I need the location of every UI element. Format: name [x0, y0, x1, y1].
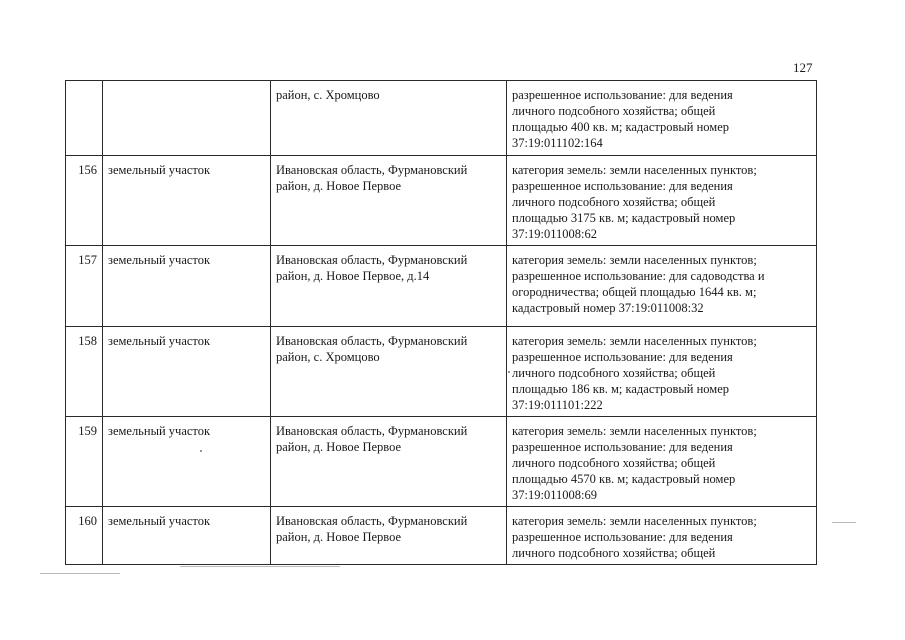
object-cell: земельный участок: [103, 417, 271, 507]
address-cell: Ивановская область, Фурмановский район, д. Новое Первое, д.14: [271, 246, 507, 327]
address-cell: Ивановская область, Фурмановский район, д. Новое Первое: [271, 417, 507, 507]
address-cell: Ивановская область, Фурмановский район, д. Новое Первое: [271, 156, 507, 246]
row-number-cell: 159: [66, 417, 103, 507]
description-cell: категория земель: земли населенных пунктов; разрешенное использование: для ведения личного подсобного хозяйства; общей площадью 186 кв. м; кадастровый номер 37:19:011101:222: [507, 327, 817, 417]
object-cell: земельный участок: [103, 327, 271, 417]
scan-artifact: [508, 371, 510, 373]
table-row: [66, 246, 817, 327]
row-number-cell: [66, 81, 103, 156]
row-number-cell: 156: [66, 156, 103, 246]
address-cell: Ивановская область, Фурмановский район, д. Новое Первое: [271, 507, 507, 565]
row-number-cell: 160: [66, 507, 103, 565]
description-cell: категория земель: земли населенных пунктов; разрешенное использование: для ведения личного подсобного хозяйства; общей: [507, 507, 817, 565]
land-plots-table: [65, 80, 817, 565]
table-row: [66, 507, 817, 565]
object-cell: земельный участок: [103, 507, 271, 565]
description-cell: категория земель: земли населенных пунктов; разрешенное использование: для садоводства и огородничества; общей площадью 1644 кв. м; кадастровый номер 37:19:011008:32: [507, 246, 817, 327]
address-cell: Ивановская область, Фурмановский район, с. Хромцово: [271, 327, 507, 417]
object-cell: [103, 81, 271, 156]
table-row: [66, 81, 817, 156]
table-row: [66, 417, 817, 507]
description-cell: категория земель: земли населенных пунктов; разрешенное использование: для ведения личного подсобного хозяйства; общей площадью 4570 кв. м; кадастровый номер 37:19:011008:69: [507, 417, 817, 507]
scan-artifact: [832, 522, 856, 523]
row-number-cell: 157: [66, 246, 103, 327]
table-row: [66, 327, 817, 417]
scan-artifact: [200, 450, 202, 452]
description-cell: категория земель: земли населенных пунктов; разрешенное использование: для ведения личного подсобного хозяйства; общей площадью 3175 кв. м; кадастровый номер 37:19:011008:62: [507, 156, 817, 246]
row-number-cell: 158: [66, 327, 103, 417]
page-number: 127: [793, 60, 813, 75]
object-cell: земельный участок: [103, 156, 271, 246]
scan-artifact: [180, 566, 340, 567]
scan-artifact: [40, 573, 120, 574]
description-cell: разрешенное использование: для ведения личного подсобного хозяйства; общей площадью 400 кв. м; кадастровый номер 37:19:011102:164: [507, 81, 817, 156]
table-row: [66, 156, 817, 246]
object-cell: земельный участок: [103, 246, 271, 327]
address-cell: район, с. Хромцово: [271, 81, 507, 156]
